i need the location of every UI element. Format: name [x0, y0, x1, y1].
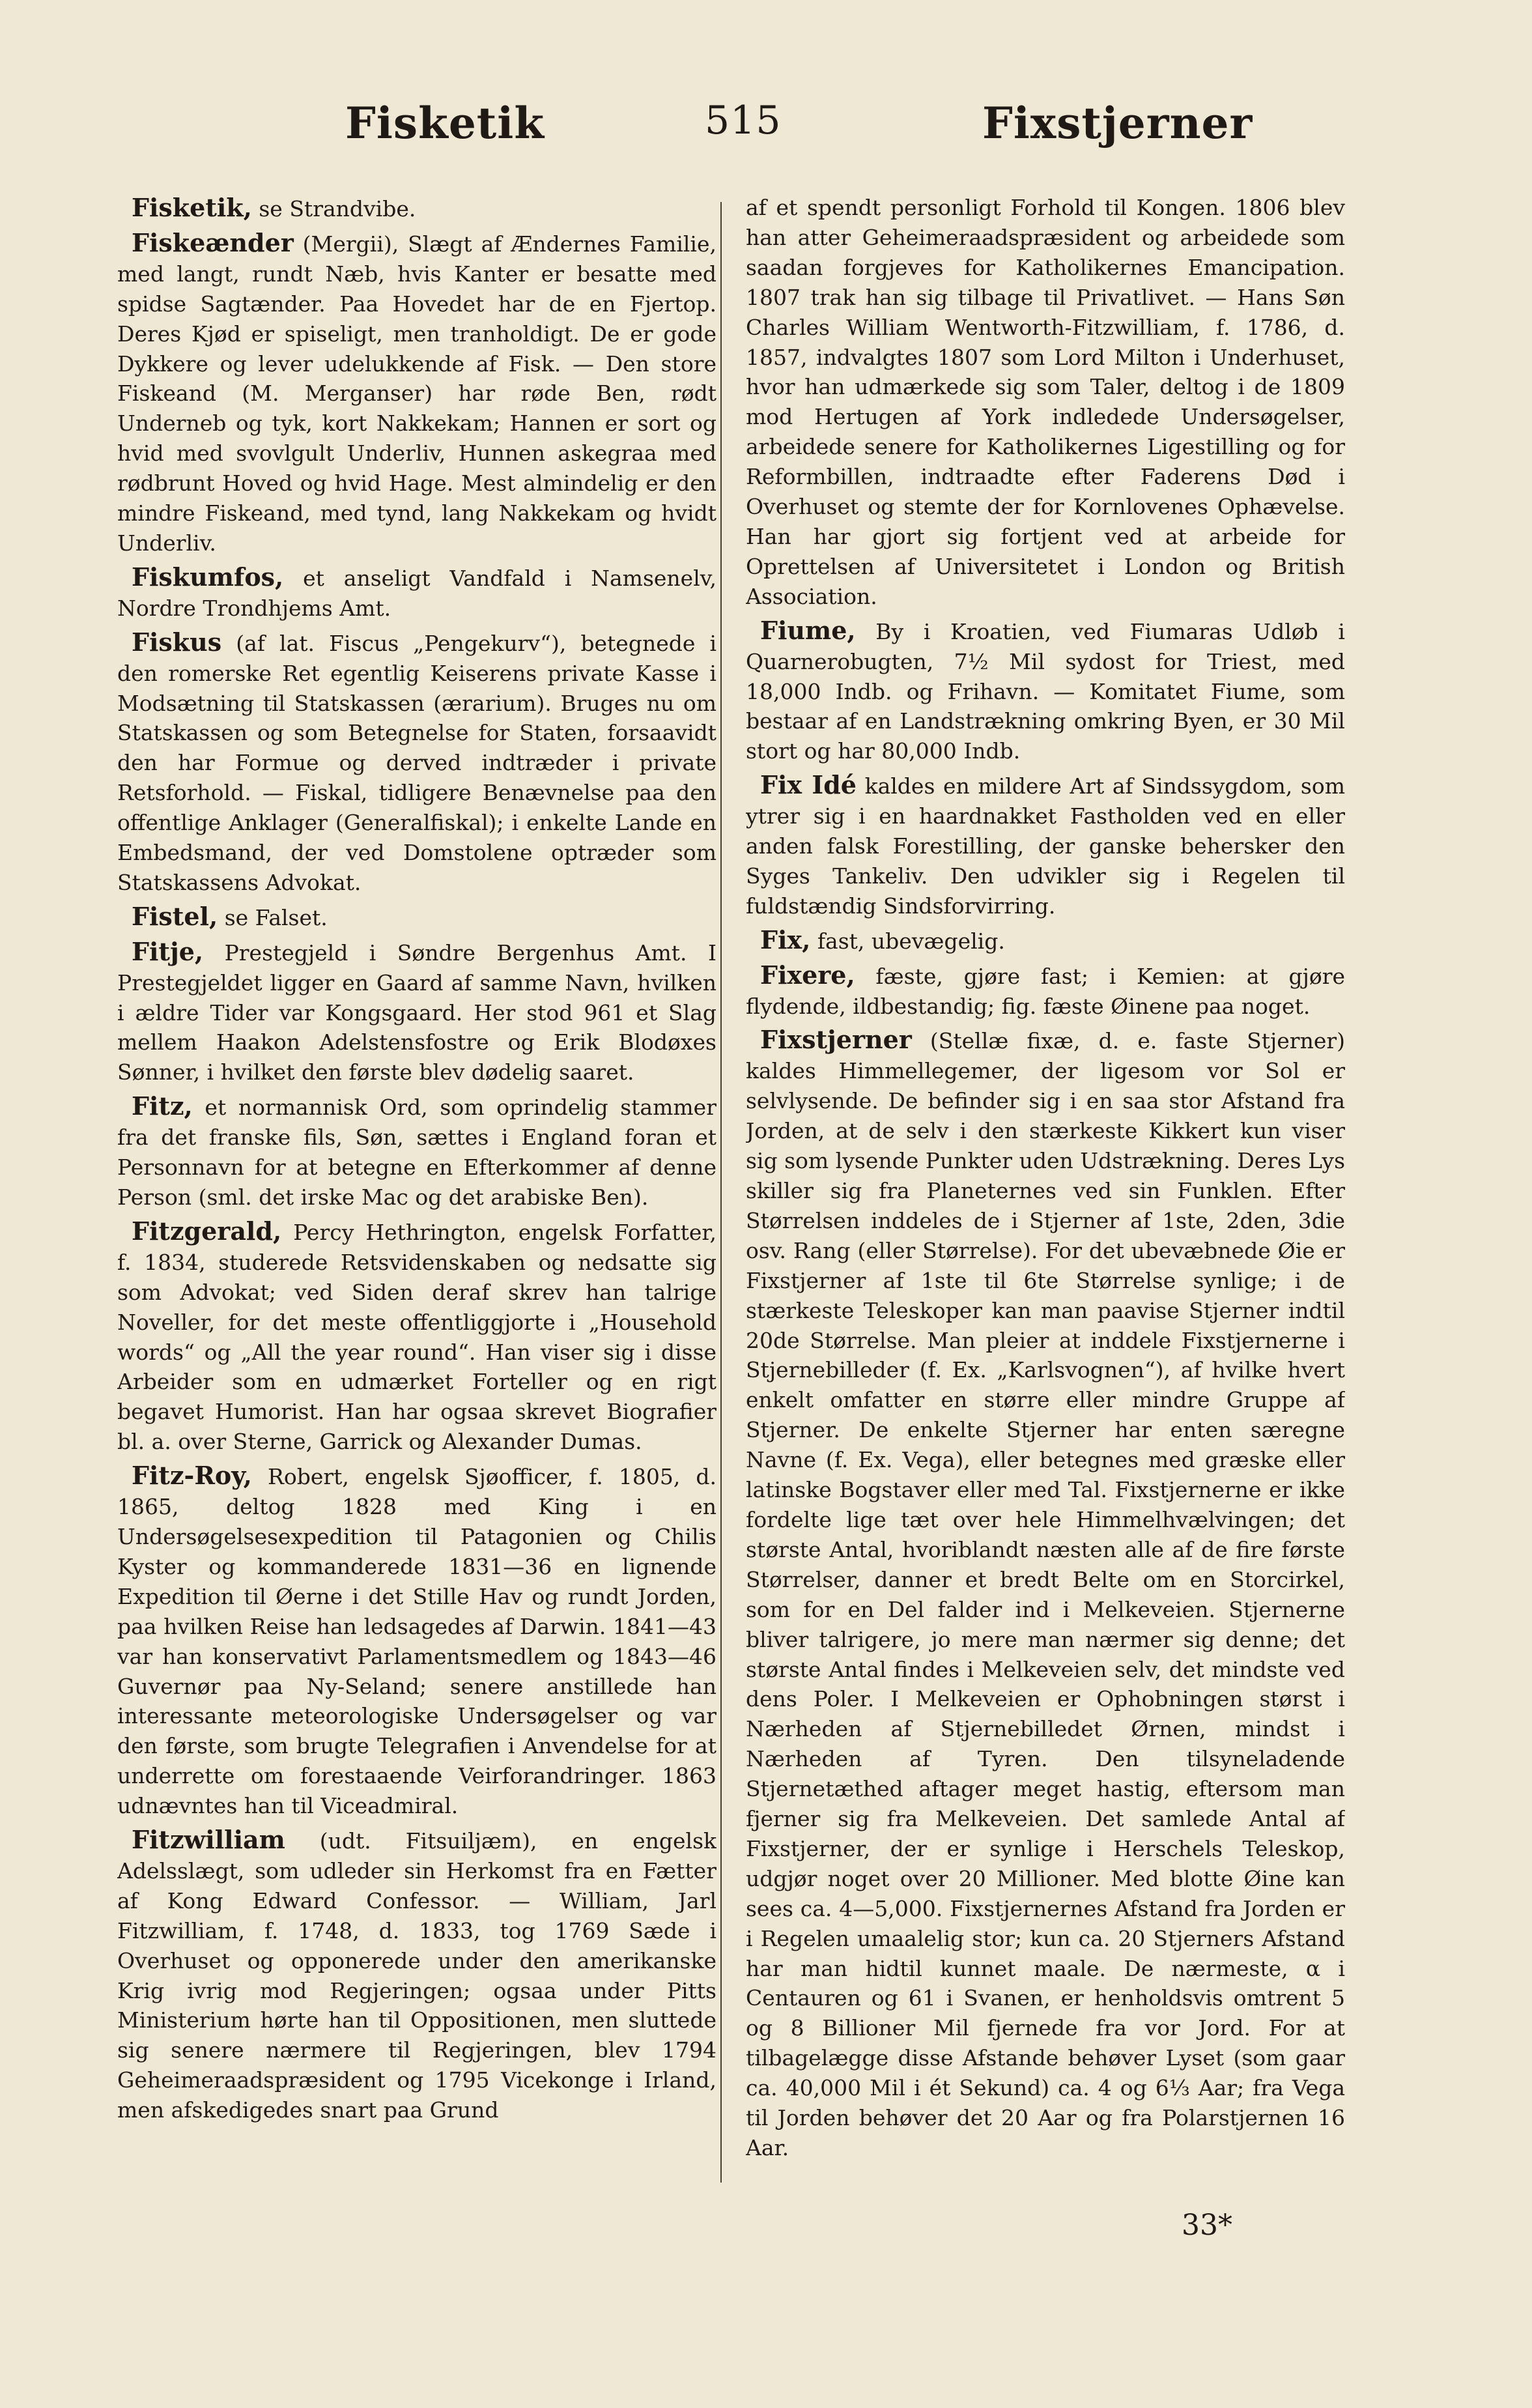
entry-headword: Fiskumfos, [132, 562, 284, 592]
dictionary-entry [746, 925, 1345, 956]
dictionary-entry [117, 627, 716, 898]
dictionary-entry [746, 193, 1345, 612]
entry-text: Robert, engelsk Sjøofficer, f. 1805, d. 1865, deltog 1828 med King i en Undersøgelsesexpedition til Patagonien og Chilis Kyster og kommanderede 1831—36 en lignende Expedition til Øerne i det Stille Hav og rundt Jorden, paa hvilken Reise han ledsagedes af Darwin. 1841—43 var han konservativt Parlamentsmedlem og 1843—46 Guvernør paa Ny-Seland; senere anstillede han interessante meteorologiske Undersøgelser og var den første, som brugte Telegrafien i Anvendelse for at underrette om forestaaende Veirforandringer. 1863 udnævntes han til Viceadmiral. [117, 1464, 716, 1819]
entry-text: se Falset. [224, 904, 328, 930]
entry-text: se Strandvibe. [259, 196, 416, 222]
dictionary-entry [117, 1216, 716, 1457]
header-right-guideword: Fixstjerner [982, 98, 1253, 149]
entry-text: et anseligt Vandfald i Namsenelv, Nordre Trondhjems Amt. [117, 565, 716, 621]
page-number: 515 [705, 98, 782, 143]
entry-text: (Stellæ fixæ, d. e. faste Stjerner) kaldes Himmellegemer, der ligesom vor Sol er selvlysende. De befinder sig i en saa stor Afstand fra Jorden, at de selv i den stærkeste Kikkert kun viser sig som lysende Punkter uden Udstrækning. Deres Lys skiller sig fra Planeternes ved sin Funklen. Efter Størrelsen inddeles de i Stjerner af 1ste, 2den, 3die osv. Rang (eller Størrelse). For det ubevæbnede Øie er Fixstjerner af 1ste til 6te Størrelse synlige; i de stærkeste Teleskoper kan man paavise Stjerner indtil 20de Størrelse. Man pleier at inddele Fixstjernerne i Stjernebilleder (f. Ex. „Karlsvognen“), af hvilke hvert enkelt omfatter en større eller mindre Gruppe af Stjerner. De enkelte Stjerner har enten særegne Navne (f. Ex. Vega), eller betegnes med græske eller latinske Bogstaver eller med Tal. Fixstjernerne er ikke fordelte lige tæt over hele Himmelhvælvingen; det største Antal, hvoriblandt næsten alle af de fire første Størrelser, danner et bredt Belte om en Storcirkel, som for en Del falder ind i Melkeveien. Stjernerne bliver talrigere, jo mere man nærmer sig denne; det største Antal findes i Melkeveien selv, det mindste ved dens Poler. I Melkeveien er Ophobningen størst i Nærheden af Stjernebilledet Ørnen, mindst i Nærheden af Tyren. Den tilsyneladende Stjernetæthed aftager meget hastig, eftersom man fjerner sig fra Melkeveien. Det samlede Antal af Fixstjerner, der er synlige i Herschels Teleskop, udgjør noget over 20 Millioner. Med blotte Øine kan sees ca. 4—5,000. Fixstjernernes Afstand fra Jorden er i Regelen umaalelig stor; kun ca. 20 Stjerners Afstand har man hidtil kunnet maale. De nærmeste, α i Centauren og 61 i Svanen, er henholdsvis omtrent 5 og 8 Billioner Mil fjernede fra vor Jord. For at tilbagelægge disse Afstande behøver Lyset (som gaar ca. 40,000 Mil i ét Sekund) ca. 4 og 6⅓ Aar; fra Vega til Jorden behøver det 20 Aar og fra Polarstjernen 16 Aar. [746, 1028, 1345, 2160]
entry-headword: Fitzwilliam [132, 1825, 285, 1855]
entry-headword: Fixere, [760, 960, 855, 990]
entry-headword: Fitje, [132, 936, 204, 966]
entry-text: kaldes en mildere Art af Sindssygdom, som ytrer sig i en haardnakket Fastholden ved en eller anden falsk Forestilling, der ganske behersker den Syges Tankeliv. Den udvikler sig i Regelen til fuldstændig Sindsforvirring. [746, 773, 1345, 919]
entry-text: By i Kroatien, ved Fiumaras Udløb i Quarnerobugten, 7½ Mil sydost for Triest, med 18,000 Indb. og Frihavn. — Komitatet Fiume, som bestaar af en Landstrækning omkring Byen, er 30 Mil stort og har 80,000 Indb. [746, 618, 1345, 764]
entry-text: Prestegjeld i Søndre Bergenhus Amt. I Prestegjeldet ligger en Gaard af samme Navn, hvilken i ældre Tider var Kongsgaard. Her stod 961 et Slag mellem Haakon Adelstensfostre og Erik Blodøxes Sønner, i hvilket den første blev dødelig saaret. [117, 939, 716, 1085]
right-column [746, 193, 1345, 2200]
entry-headword: Fix, [760, 924, 811, 954]
entry-headword: Fix Idé [760, 770, 857, 800]
entry-text: Percy Hethrington, engelsk Forfatter, f. 1834, studerede Retsvidenskaben og nedsatte sig som Advokat; ved Siden deraf skrev han talrige Noveller, for det meste offentliggjorte i „Household words“ og „All the year round“. Han viser sig i disse Arbeider som en udmærket Forteller og en rigt begavet Humorist. Han har ogsaa skrevet Biografier bl. a. over Sterne, Garrick og Alexander Dumas. [117, 1219, 716, 1455]
entry-headword: Fitz-Roy, [132, 1461, 252, 1491]
running-header [0, 98, 1532, 195]
entry-headword: Fiskeænder [132, 227, 294, 257]
entry-text: (udt. Fitsuiljæm), en engelsk Adelsslægt, som udleder sin Herkomst fra en Fætter af Kong Edward Confessor. — William, Jarl Fitzwilliam, f. 1748, d. 1833, tog 1769 Sæde i Overhuset og opponerede under den amerikanske Krig ivrig mod Regjeringen; ogsaa under Pitts Ministerium hørte han til Oppositionen, men sluttede sig senere nærmere til Regjeringen, blev 1794 Geheimeraadspræsident og 1795 Vicekonge i Irland, men afskedigedes snart paa Grund [117, 1828, 716, 2123]
signature-mark: 33* [1182, 2209, 1232, 2242]
entry-headword: Fistel, [132, 901, 218, 931]
header-left-guideword: Fisketik [345, 98, 545, 149]
dictionary-entry [117, 562, 716, 624]
dictionary-entry [746, 770, 1345, 921]
entry-text: et normannisk Ord, som oprindelig stammer fra det franske fils, Søn, sættes i England foran et Personnavn for at betegne en Efterkommer af denne Person (sml. det irske Mac og det arabiske Ben). [117, 1095, 716, 1210]
entry-text: (af lat. Fiscus „Pengekurv“), betegnede i den romerske Ret egentlig Keiserens private Kasse i Modsætning til Statskassen (ærarium). Bruges nu om Statskassen og som Betegnelse for Staten, forsaavidt den har Formue og derved indtræder i private Retsforhold. — Fiskal, tidligere Benævnelse paa den offentlige Anklager (Generalfiskal); i enkelte Lande en Embedsmand, der ved Domstolene optræder som Statskassens Advokat. [117, 630, 716, 895]
dictionary-entry [117, 228, 716, 558]
entry-headword: Fitz, [132, 1091, 193, 1121]
dictionary-entry [117, 1461, 716, 1821]
dictionary-entry [746, 1025, 1345, 2162]
entry-headword: Fiskus [132, 627, 222, 657]
entry-headword: Fiume, [760, 615, 856, 645]
entry-text: fast, ubevægelig. [817, 928, 1005, 954]
entry-headword: Fisketik, [132, 193, 252, 222]
dictionary-entry [117, 1825, 716, 2125]
left-column [117, 193, 716, 2200]
dictionary-entry [117, 937, 716, 1088]
dictionary-entry [117, 1091, 716, 1212]
dictionary-entry [117, 902, 716, 933]
entry-text: af et spendt personligt Forhold til Kongen. 1806 blev han atter Geheimeraadspræsident og arbeidede som saadan forgjeves for Katholikernes Emancipation. 1807 trak han sig tilbage til Privatlivet. — Hans Søn Charles William Wentworth-Fitzwilliam, f. 1786, d. 1857, indvalgtes 1807 som Lord Milton i Underhuset, hvor han udmærkede sig som Taler, deltog i de 1809 mod Hertugen af York indledede Undersøgelser, arbeidede senere for Katholikernes Ligestilling og for Reformbillen, indtraadte efter Faderens Død i Overhuset og stemte der for Kornlovenes Ophævelse. Han har gjort sig fortjent ved at arbeide for Oprettelsen af Universitetet i London og British Association. [746, 195, 1345, 609]
dictionary-entry [117, 193, 716, 224]
dictionary-entry [746, 616, 1345, 767]
entry-headword: Fitzgerald, [132, 1216, 282, 1246]
entry-headword: Fixstjerner [760, 1025, 912, 1055]
dictionary-entry [746, 960, 1345, 1022]
column-divider [720, 202, 722, 2183]
entry-text: fæste, gjøre fast; i Kemien: at gjøre flydende, ildbestandig; fig. fæste Øinene paa noget. [746, 963, 1345, 1019]
entry-text: (Mergii), Slægt af Ændernes Familie, med langt, rundt Næb, hvis Kanter er besatte med spidse Sagtænder. Paa Hovedet har de en Fjertop. Deres Kjød er spiseligt, men tranholdigt. De er gode Dykkere og lever udelukkende af Fisk. — Den store Fiskeand (M. Merganser) har røde Ben, rødt Underneb og tyk, kort Nakkekam; Hannen er sort og hvid med svovlgult Underliv, Hunnen askegraa med rødbrunt Hoved og hvid Hage. Mest almindelig er den mindre Fiskeand, med tynd, lang Nakkekam og hvidt Underliv. [117, 231, 716, 556]
